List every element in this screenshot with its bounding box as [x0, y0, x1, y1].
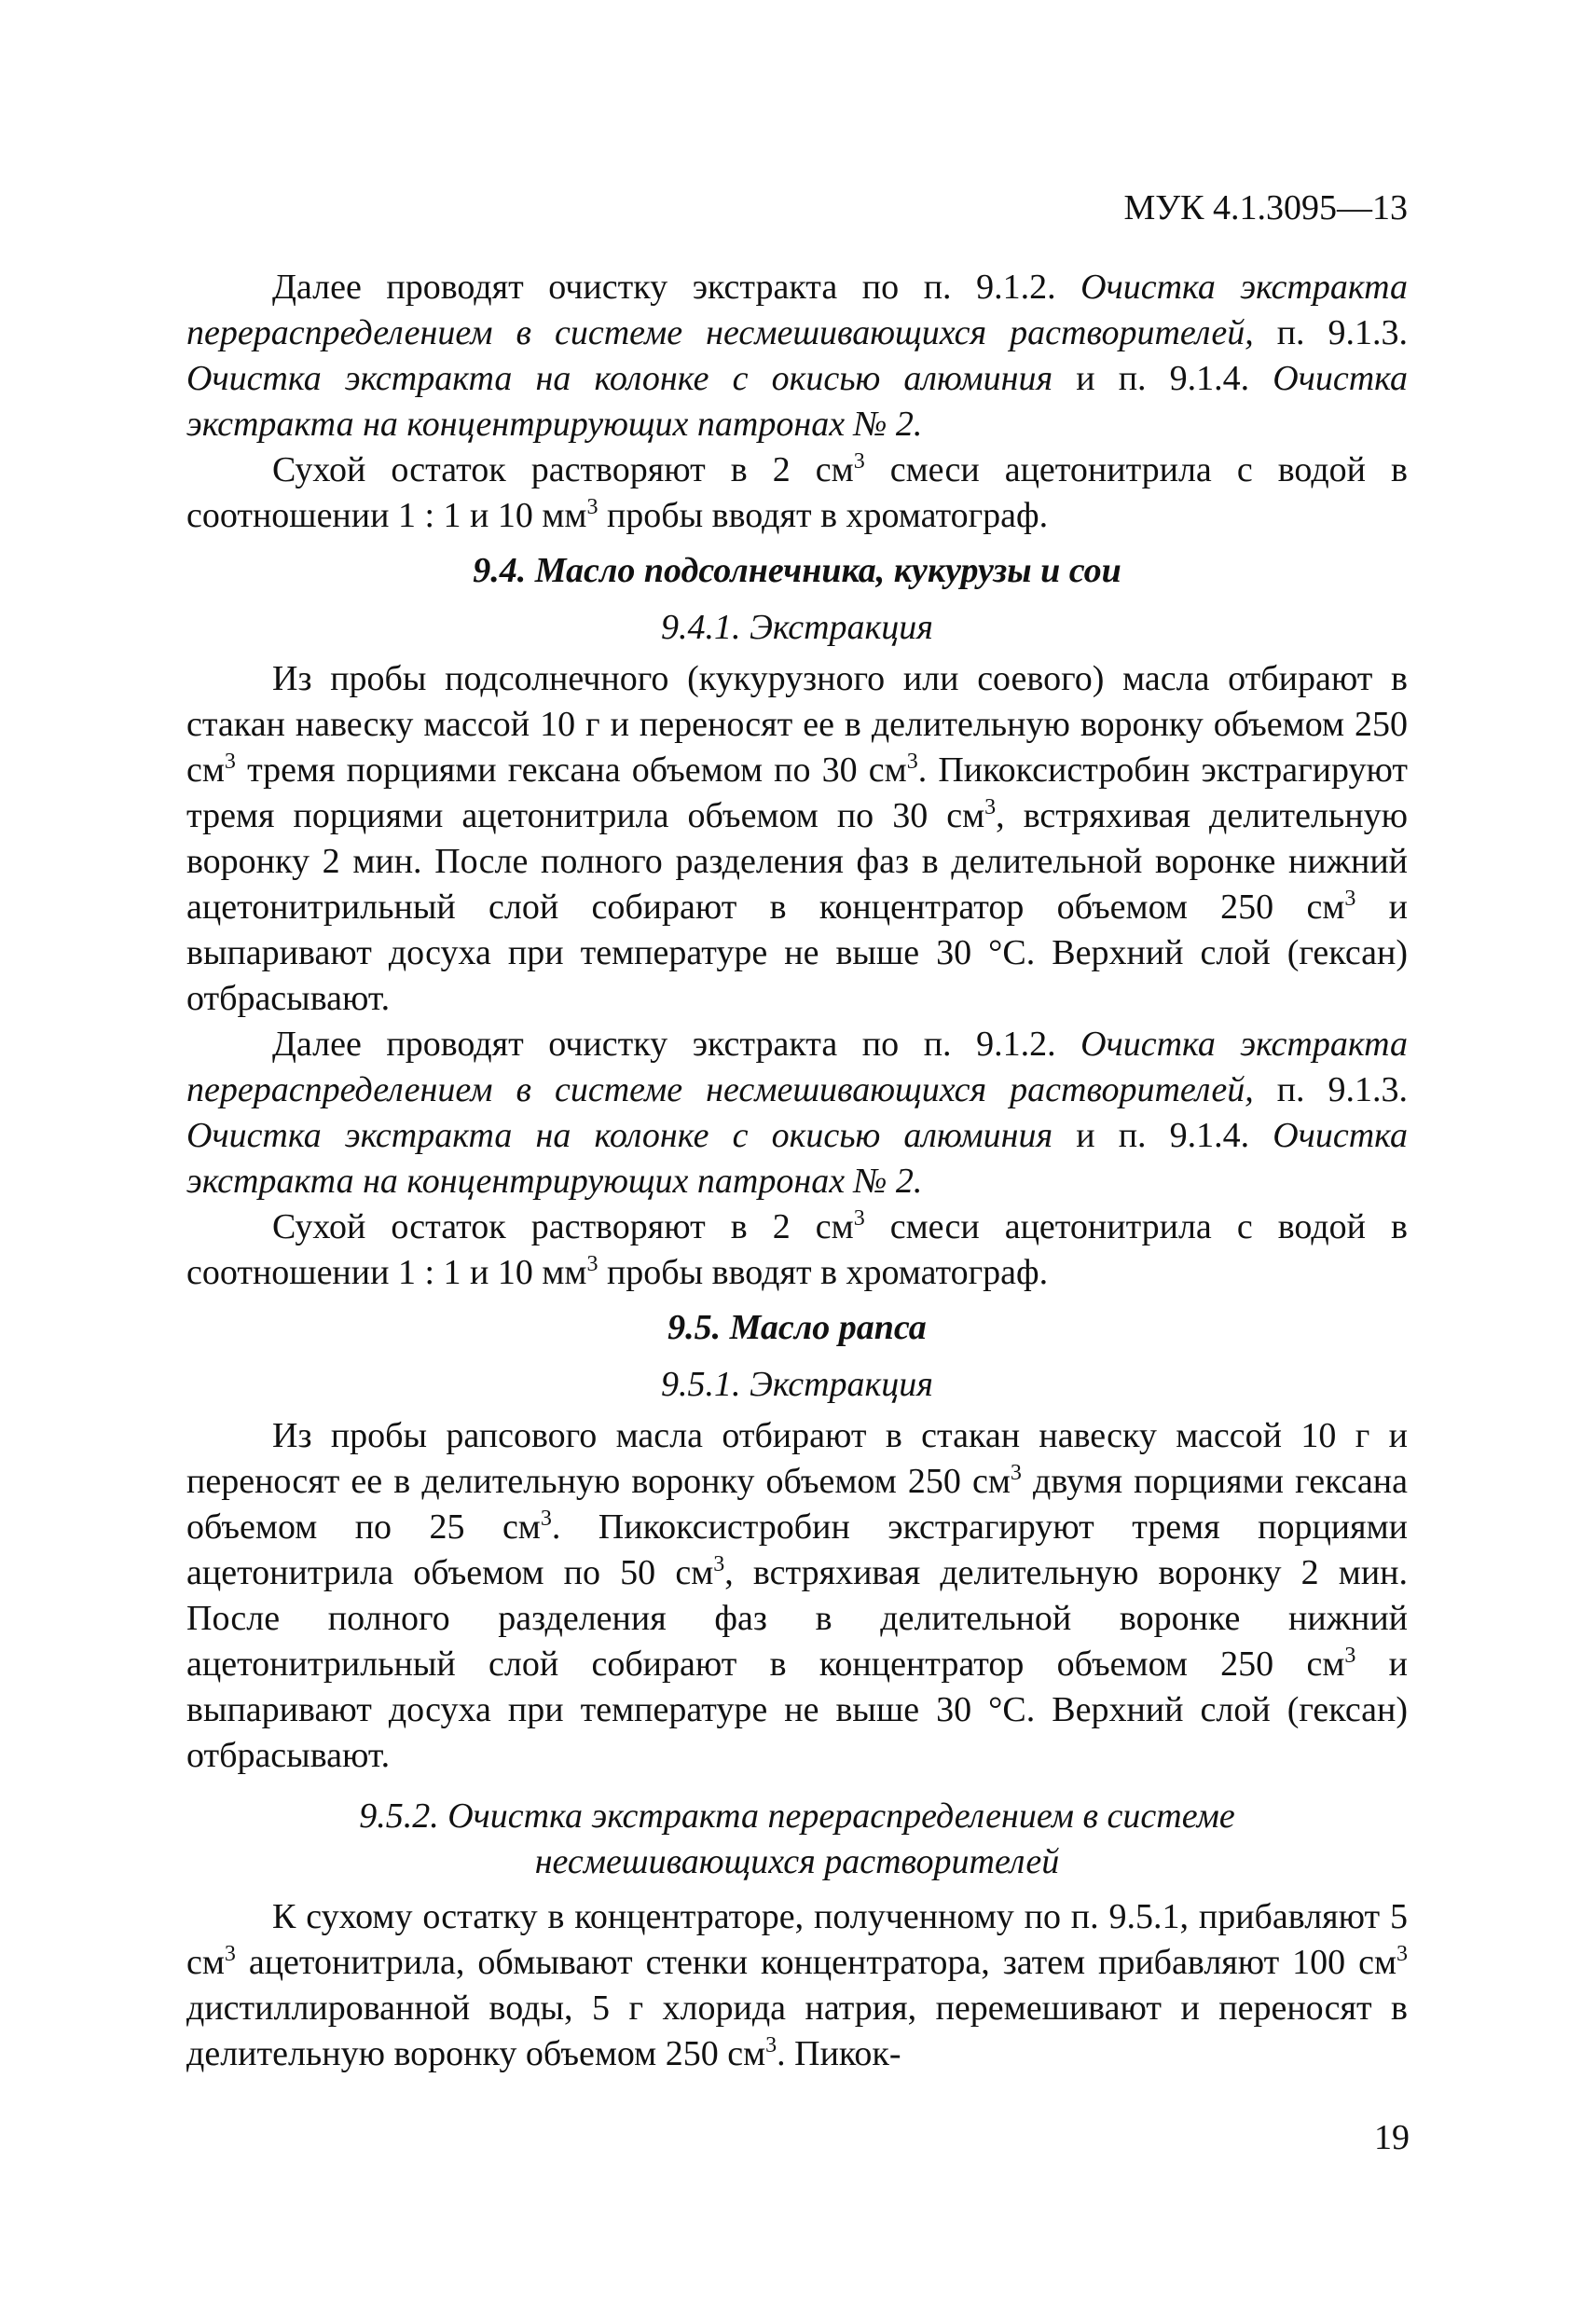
text-run: пробы вводят в хроматограф. — [598, 1253, 1049, 1292]
paragraph-dry-residue-1 — [186, 447, 1408, 539]
text-run: ацетонитрила, обмывают стенки концентратора, затем прибавляют 100 см — [235, 1943, 1396, 1982]
superscript: 3 — [586, 495, 598, 519]
text-run: Из пробы рапсового масла отбирают в стакан навеску массой 10 г и переносят ее в делительную воронку объемом 250 см — [186, 1416, 1408, 1501]
text-run: и выпаривают досуха при температуре не выше 30 °С. Верхний слой (гексан) отбрасывают. — [186, 888, 1408, 1018]
subsection-heading-9-5-1: 9.5.1. Экстракция — [661, 1365, 933, 1404]
italic-reference: Очистка экстракта перераспределением в системе несмешивающихся растворителей, — [186, 268, 1408, 352]
section-heading-9-4: 9.4. Масло подсолнечника, кукурузы и сои — [473, 551, 1121, 590]
superscript: 3 — [586, 1252, 598, 1276]
heading-line: несмешивающихся растворителей — [534, 1842, 1060, 1881]
paragraph-partition-cleanup — [186, 1894, 1408, 2077]
subsection-heading-9-4-1: 9.4.1. Экстракция — [661, 608, 933, 647]
italic-reference: Очистка экстракта перераспределением в системе несмешивающихся растворителей, — [186, 1025, 1408, 1109]
superscript: 3 — [853, 1206, 865, 1231]
text-run: и п. 9.1.4. — [1053, 1116, 1273, 1155]
superscript: 3 — [906, 750, 918, 774]
text-run: . Пикоксистробин экстрагируют тремя порциями ацетонитрила объемом по 50 см — [186, 1507, 1408, 1592]
text-run: п. 9.1.3. — [1253, 1070, 1408, 1109]
text-run: тремя порциями гексана объемом по 30 см — [235, 750, 907, 790]
text-run: п. 9.1.3. — [1253, 313, 1408, 352]
italic-reference: Очистка экстракта на колонке с окисью алюминия — [186, 359, 1053, 398]
italic-reference: Очистка экстракта на концентрирующих патронах № 2. — [186, 1116, 1409, 1201]
text-run: Далее проводят очистку экстракта по п. 9.1.2. — [272, 268, 1081, 307]
superscript: 3 — [984, 795, 997, 819]
text-run: , встряхивая делительную воронку 2 мин. После полного разделения фаз в делительной воронке нижний ацетонитрильный слой собирают в концентратор объемом 250 см — [186, 1553, 1408, 1684]
heading-line: 9.5.2. Очистка экстракта перераспределением в системе — [359, 1796, 1235, 1836]
superscript: 3 — [1344, 887, 1356, 911]
superscript: 3 — [540, 1507, 552, 1531]
document-code-header: МУК 4.1.3095—13 — [1123, 188, 1408, 227]
text-run: двумя порциями гексана объемом по 25 см — [186, 1462, 1408, 1547]
text-run: смеси ацетонитрила с водой в соотношении 1 : 1 и 10 мм — [186, 1207, 1408, 1292]
paragraph-cleanup-reference-1 — [186, 265, 1408, 447]
text-run: Далее проводят очистку экстракта по п. 9.1.2. — [272, 1025, 1081, 1064]
text-run: и п. 9.1.4. — [1053, 359, 1273, 398]
paragraph-extraction-sunflower — [186, 656, 1408, 1022]
superscript: 3 — [224, 750, 236, 774]
text-run: Сухой остаток растворяют в 2 см — [272, 450, 854, 489]
text-run: пробы вводят в хроматограф. — [598, 496, 1049, 535]
document-page — [186, 186, 1408, 2077]
subsection-heading-9-5-2 — [186, 1794, 1408, 1885]
superscript: 3 — [224, 1942, 236, 1966]
text-run: . Пикок- — [777, 2034, 901, 2073]
text-run: Из пробы подсолнечного (кукурузного или соевого) масла отбирают в стакан навеску массой 10 г и переносят ее в делительную воронку объемом 250 см — [186, 659, 1408, 790]
text-run: дистиллированной воды, 5 г хлорида натрия, перемешивают и переносят в делительную воронку объемом 250 см — [186, 1989, 1408, 2073]
superscript: 3 — [1344, 1644, 1356, 1668]
paragraph-cleanup-reference-2 — [186, 1022, 1408, 1204]
italic-reference: Очистка экстракта на колонке с окисью алюминия — [186, 1116, 1053, 1155]
superscript: 3 — [1396, 1942, 1408, 1966]
section-heading-9-5: 9.5. Масло рапса — [667, 1308, 927, 1347]
page-number: 19 — [1374, 2118, 1410, 2157]
superscript: 3 — [765, 2033, 777, 2057]
paragraph-extraction-rapeseed — [186, 1413, 1408, 1779]
superscript: 3 — [853, 449, 865, 474]
paragraph-dry-residue-2 — [186, 1204, 1408, 1296]
text-run: смеси ацетонитрила с водой в соотношении 1 : 1 и 10 мм — [186, 450, 1408, 535]
italic-reference: Очистка экстракта на концентрирующих патронах № 2. — [186, 359, 1409, 444]
text-run: и выпаривают досуха при температуре не выше 30 °С. Верхний слой (гексан) отбрасывают. — [186, 1645, 1408, 1775]
text-run: Сухой остаток растворяют в 2 см — [272, 1207, 854, 1246]
text-run: . Пикоксистробин экстрагируют тремя порциями ацетонитрила объемом по 30 см — [186, 750, 1408, 835]
text-run: , встряхивая делительную воронку 2 мин. После полного разделения фаз в делительной воронке нижний ацетонитрильный слой собирают в концентратор объемом 250 см — [186, 796, 1408, 927]
superscript: 3 — [1010, 1461, 1022, 1485]
text-run: К сухому остатку в концентраторе, полученному по п. 9.5.1, прибавляют 5 см — [186, 1897, 1408, 1982]
superscript: 3 — [713, 1552, 725, 1576]
